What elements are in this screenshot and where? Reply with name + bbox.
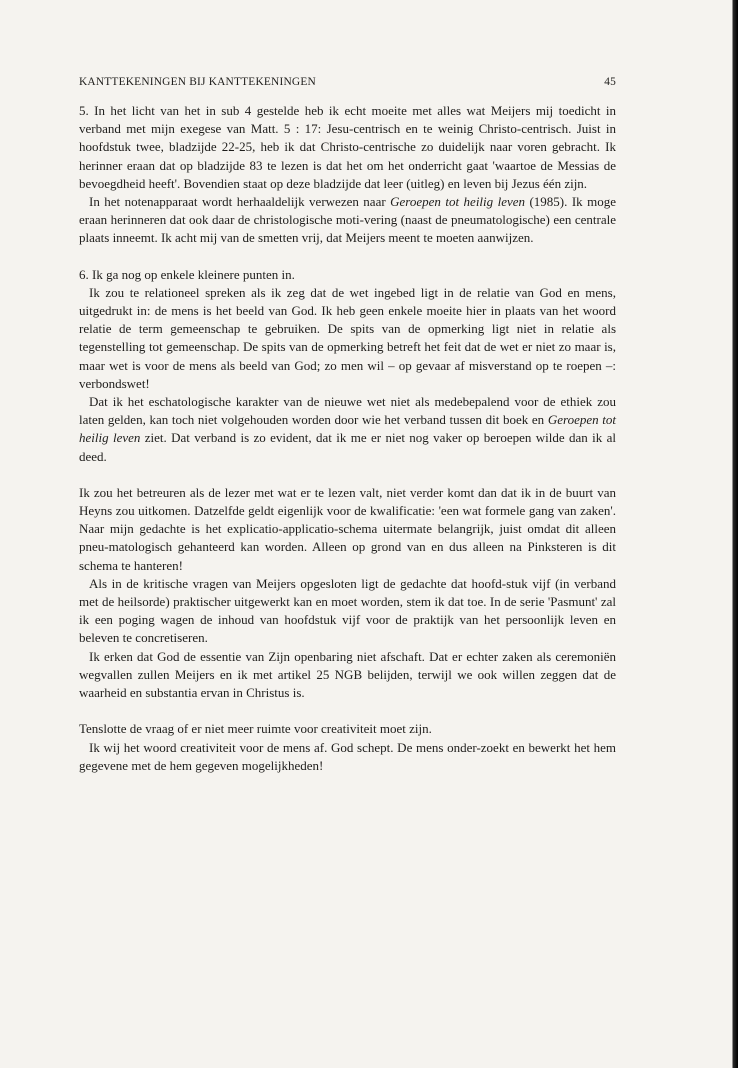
- paragraph-6-relation: Ik zou te relationeel spreken als ik zeg dat de wet ingebed ligt in de relatie van God en mens, uitgedrukt in: de mens is het beeld van God. Ik heb geen enkele moeite hier in plaats van het woord relatie de term gemeenschap te gebruiken. De spits van de opmerking ligt niet in relatie als tegenstelling tot gemeenschap. De spits van de opmerking betreft het feit dat de wet er niet zo maar is, maar wet is voor de mens als beeld van God; zo men wil – op gevaar af misverstand op te roepen –: verbondswet!: [79, 284, 616, 391]
- page: [79, 76, 616, 775]
- scan-right-edge: [692, 0, 738, 1068]
- paragraph-creativiteit-question: Tenslotte de vraag of er niet meer ruimte voor creativiteit moet zijn.: [79, 721, 432, 737]
- paragraph-5-notes: In het notenapparaat wordt herhaaldelijk verwezen naar Geroepen tot heilig leven (1985). Ik moge eraan herinneren dat ook daar de christologische moti-vering (naast de pneumatologische) een centrale plaats inneemt. Ik acht mij van de smetten vrij, dat Meijers meent te moeten aanwijzen.: [79, 194, 617, 246]
- paragraph-openbaring: Ik erken dat God de essentie van Zijn openbaring niet afschaft. Dat er echter zaken als ceremoniën wegvallen zullen Meijers en ik met artikel 25 NGB belijden, terwijl we ook willen zeggen dat de waarheid en substantia ervan in Christus is.: [79, 648, 616, 701]
- paragraph-6-eschatology: Dat ik het eschatologische karakter van de nieuwe wet niet als medebepalend voor de ethiek zou laten gelden, kan toch niet volgehouden worden door wie het verband tussen dit boek en Geroepen tot heilig leven ziet. Dat verband is zo evident, dat ik me er niet nog vaker op beroepen wilde dan ik al deed.: [79, 394, 616, 464]
- paragraph-hoofdstuk-vijf: Als in de kritische vragen van Meijers opgesloten ligt de gedachte dat hoofd-stuk vijf (in verband met de heilsorde) praktischer uitgewerkt kan en moet worden, stem ik dat toe. In de serie 'Pasmunt' zal ik een poging wagen de inhoud van hoofdstuk vijf voor de praktijk van het persoonlijk leven en beleven te concretiseren.: [79, 575, 616, 646]
- paragraph-creativiteit-answer: Ik wij het woord creativiteit voor de mens af. God schept. De mens onder-zoekt en bewerkt het hem gegevene met de hem gegeven mogelijkheden!: [79, 739, 616, 773]
- paragraph-6-intro: 6. Ik ga nog op enkele kleinere punten in.: [79, 266, 295, 282]
- page-number: 45: [604, 76, 616, 88]
- paragraph-heyns: Ik zou het betreuren als de lezer met wat er te lezen valt, niet verder komt dan dat ik in de buurt van Heyns zou uitkomen. Datzelfde geldt eigenlijk voor de kwalificatie: 'een wat formele gang van zaken'. Naar mijn gedachte is het explicatio-applicatio-schema uitermate belangrijk, juist omdat dit alleen pneu-matologisch gehanteerd kan worden. Alleen op grond van en dus alleen na Pinksteren is dit schema te hanteren!: [79, 484, 616, 573]
- running-title: KANTTEKENINGEN BIJ KANTTEKENINGEN: [79, 76, 316, 88]
- paragraph-5-intro: 5. In het licht van het in sub 4 gestelde heb ik echt moeite met alles wat Meijers mij toedicht in verband met mijn exegese van Matt. 5 : 17: Jesu-centrisch en te weinig Christo-centrisch. Juist in hoofdstuk twee, bladzijde 22-25, heb ik dat Christo-centrische zo duidelijk naar voren gebracht. Ik herinner eraan dat op bladzijde 83 te lezen is dat het om het onderricht gaat 'waartoe de Messias de bevoegdheid heeft'. Bovendien staat op deze bladzijde dat leer (uitleg) en leven bij Jezus één zijn.: [79, 103, 616, 191]
- running-header: [79, 76, 616, 88]
